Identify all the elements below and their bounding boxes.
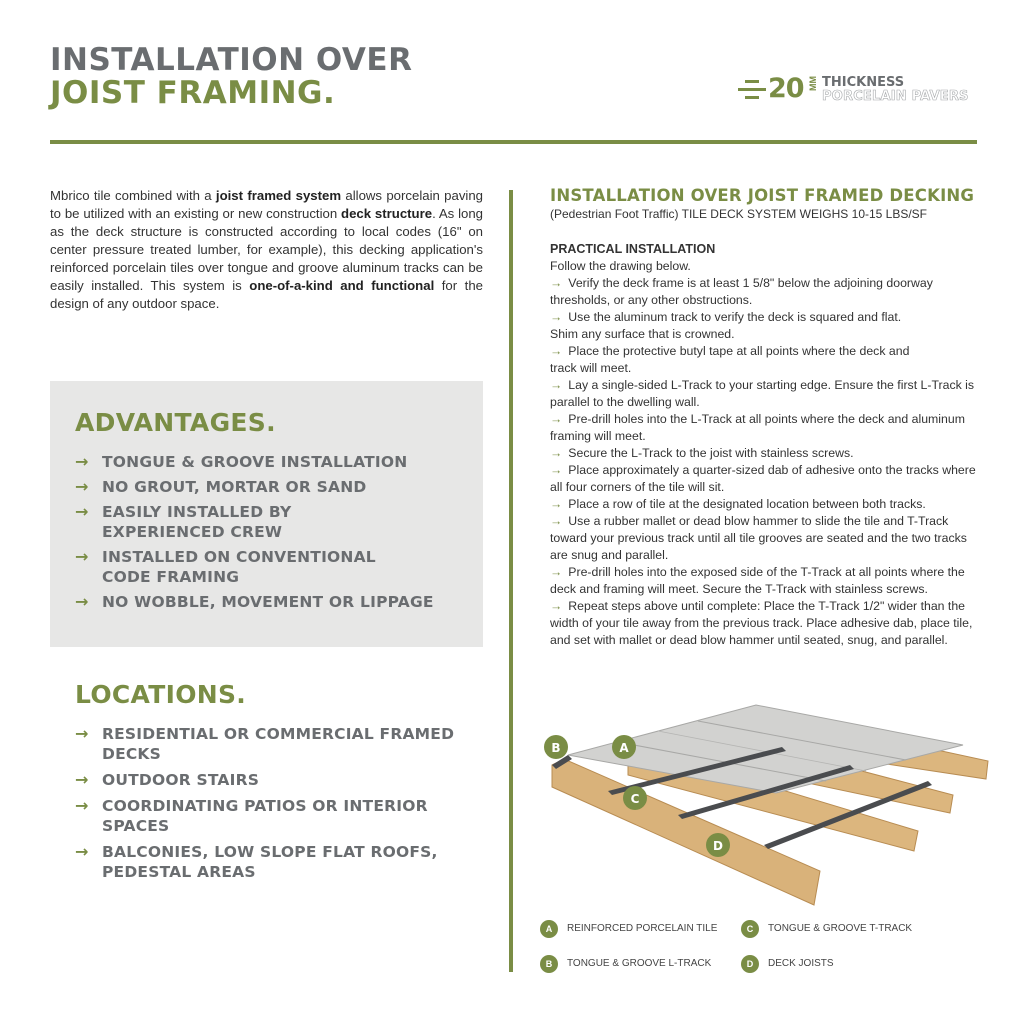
list-item: → EASILY INSTALLED BY EXPERIENCED CREW <box>75 502 292 541</box>
legend-key: C <box>741 920 759 938</box>
list-item: → NO GROUT, MORTAR OR SAND <box>75 477 367 496</box>
arrow-right-icon: → <box>550 446 563 460</box>
logo-bars-icon <box>738 78 766 102</box>
legend-key: A <box>540 920 558 938</box>
marker-d <box>706 833 730 857</box>
arrow-right-icon: → <box>550 565 563 579</box>
legend-label: TONGUE & GROOVE T-TRACK <box>768 923 913 934</box>
practical-heading: PRACTICAL INSTALLATION <box>550 242 716 256</box>
logo-line1: THICKNESS <box>822 75 905 90</box>
list-item: → TONGUE & GROOVE INSTALLATION <box>75 452 408 471</box>
legend-key: B <box>540 955 558 973</box>
svg-text:A: A <box>619 741 629 755</box>
marker-c <box>623 786 647 810</box>
advantages-list <box>75 452 495 617</box>
svg-text:B: B <box>551 741 561 755</box>
arrow-right-icon: → <box>75 842 89 861</box>
locations-heading: LOCATIONS. <box>75 680 247 709</box>
logo-number: 20 <box>768 73 804 104</box>
locations-list <box>75 724 495 888</box>
step-item: → Repeat steps above until complete: Place the T-Track 1/2" wider than the width of your tile away from the previous track. Place adhesive dab, place tile, and set with mallet or dead blow hammer until seated, snug, and parallel. <box>550 599 973 647</box>
legend-key: D <box>741 955 759 973</box>
step-item: → Place the protective butyl tape at all points where the deck and track will meet. <box>550 344 910 375</box>
page-title <box>50 44 412 110</box>
arrow-right-icon: → <box>550 514 563 528</box>
step-item: → Place a row of tile at the designated location between both tracks. <box>550 497 926 511</box>
arrow-right-icon: → <box>550 378 563 392</box>
intro-paragraph: Mbrico tile combined with a joist framed system allows porcelain paving to be utilized with an existing or new construction deck structure. As long as the deck structure is constructed according to local codes (16" on center pressure treated lumber, for example), this decking application's reinforced porcelain tiles over tongue and groove aluminum tracks can be easily installed. This system is one-of-a-kind and functional for the design of any outdoor space. <box>50 188 484 311</box>
arrow-right-icon: → <box>550 599 563 613</box>
step-item: → Lay a single-sided L-Track to your starting edge. Ensure the first L-Track is parallel to the dwelling wall. <box>550 378 975 409</box>
marker-b <box>544 735 568 759</box>
page-title-line2: JOIST FRAMING. <box>50 75 336 111</box>
arrow-right-icon: → <box>75 592 89 611</box>
list-item: → COORDINATING PATIOS OR INTERIOR SPACES <box>75 796 428 835</box>
arrow-right-icon: → <box>550 310 563 324</box>
marker-a <box>612 735 636 759</box>
svg-text:D: D <box>713 839 723 853</box>
arrow-right-icon: → <box>75 770 89 789</box>
install-heading: INSTALLATION OVER JOIST FRAMED DECKING <box>550 186 975 205</box>
arrow-right-icon: → <box>75 502 89 521</box>
thickness-logo <box>738 74 978 106</box>
arrow-right-icon: → <box>75 477 89 496</box>
arrow-right-icon: → <box>550 497 563 511</box>
step-item: → Place approximately a quarter-sized dab of adhesive onto the tracks where all four corners of the tile will sit. <box>550 463 976 494</box>
step-item: → Verify the deck frame is at least 1 5/8" below the adjoining doorway thresholds, or any other obstructions. <box>550 276 933 307</box>
arrow-right-icon: → <box>550 463 563 477</box>
svg-text:C: C <box>630 792 640 806</box>
step-item: → Use the aluminum track to verify the deck is squared and flat. Shim any surface that is crowned. <box>550 310 902 341</box>
legend-label: DECK JOISTS <box>768 958 834 969</box>
install-subheading: (Pedestrian Foot Traffic) TILE DECK SYSTEM WEIGHS 10-15 LBS/SF <box>550 207 928 221</box>
deck-diagram <box>538 695 998 910</box>
arrow-right-icon: → <box>75 796 89 815</box>
arrow-right-icon: → <box>75 547 89 566</box>
page-title-line1: INSTALLATION OVER <box>50 42 413 78</box>
column-divider <box>509 190 513 972</box>
arrow-right-icon: → <box>550 276 563 290</box>
arrow-right-icon: → <box>550 344 563 358</box>
list-item: → OUTDOOR STAIRS <box>75 770 260 789</box>
step-item: → Secure the L-Track to the joist with stainless screws. <box>550 446 854 460</box>
arrow-right-icon: → <box>75 452 89 471</box>
arrow-right-icon: → <box>75 724 89 743</box>
list-item: → RESIDENTIAL OR COMMERCIAL FRAMED DECKS <box>75 724 455 763</box>
arrow-right-icon: → <box>550 412 563 426</box>
step-item: → Pre-drill holes into the L-Track at all points where the deck and aluminum framing will meet. <box>550 412 965 443</box>
list-item: → NO WOBBLE, MOVEMENT OR LIPPAGE <box>75 592 434 611</box>
legend-label: TONGUE & GROOVE L-TRACK <box>567 958 712 969</box>
advantages-heading: ADVANTAGES. <box>75 408 276 437</box>
header-divider <box>50 140 977 144</box>
list-item: → BALCONIES, LOW SLOPE FLAT ROOFS, PEDESTAL AREAS <box>75 842 438 881</box>
diagram-legend <box>540 920 980 975</box>
logo-unit: MM <box>808 76 818 91</box>
steps-intro: Follow the drawing below. <box>550 259 691 273</box>
step-item: → Use a rubber mallet or dead blow hammer to slide the tile and T-Track toward your previous track until all tile grooves are seated and the two tracks are snug and parallel. <box>550 514 967 562</box>
steps-list <box>550 258 980 649</box>
step-item: → Pre-drill holes into the exposed side of the T-Track at all points where the deck and framing will meet. Secure the T-Track with stainless screws. <box>550 565 965 596</box>
legend-label: REINFORCED PORCELAIN TILE <box>567 923 718 934</box>
logo-line2: PORCELAIN PAVERS <box>822 89 969 104</box>
list-item: → INSTALLED ON CONVENTIONAL CODE FRAMING <box>75 547 376 586</box>
